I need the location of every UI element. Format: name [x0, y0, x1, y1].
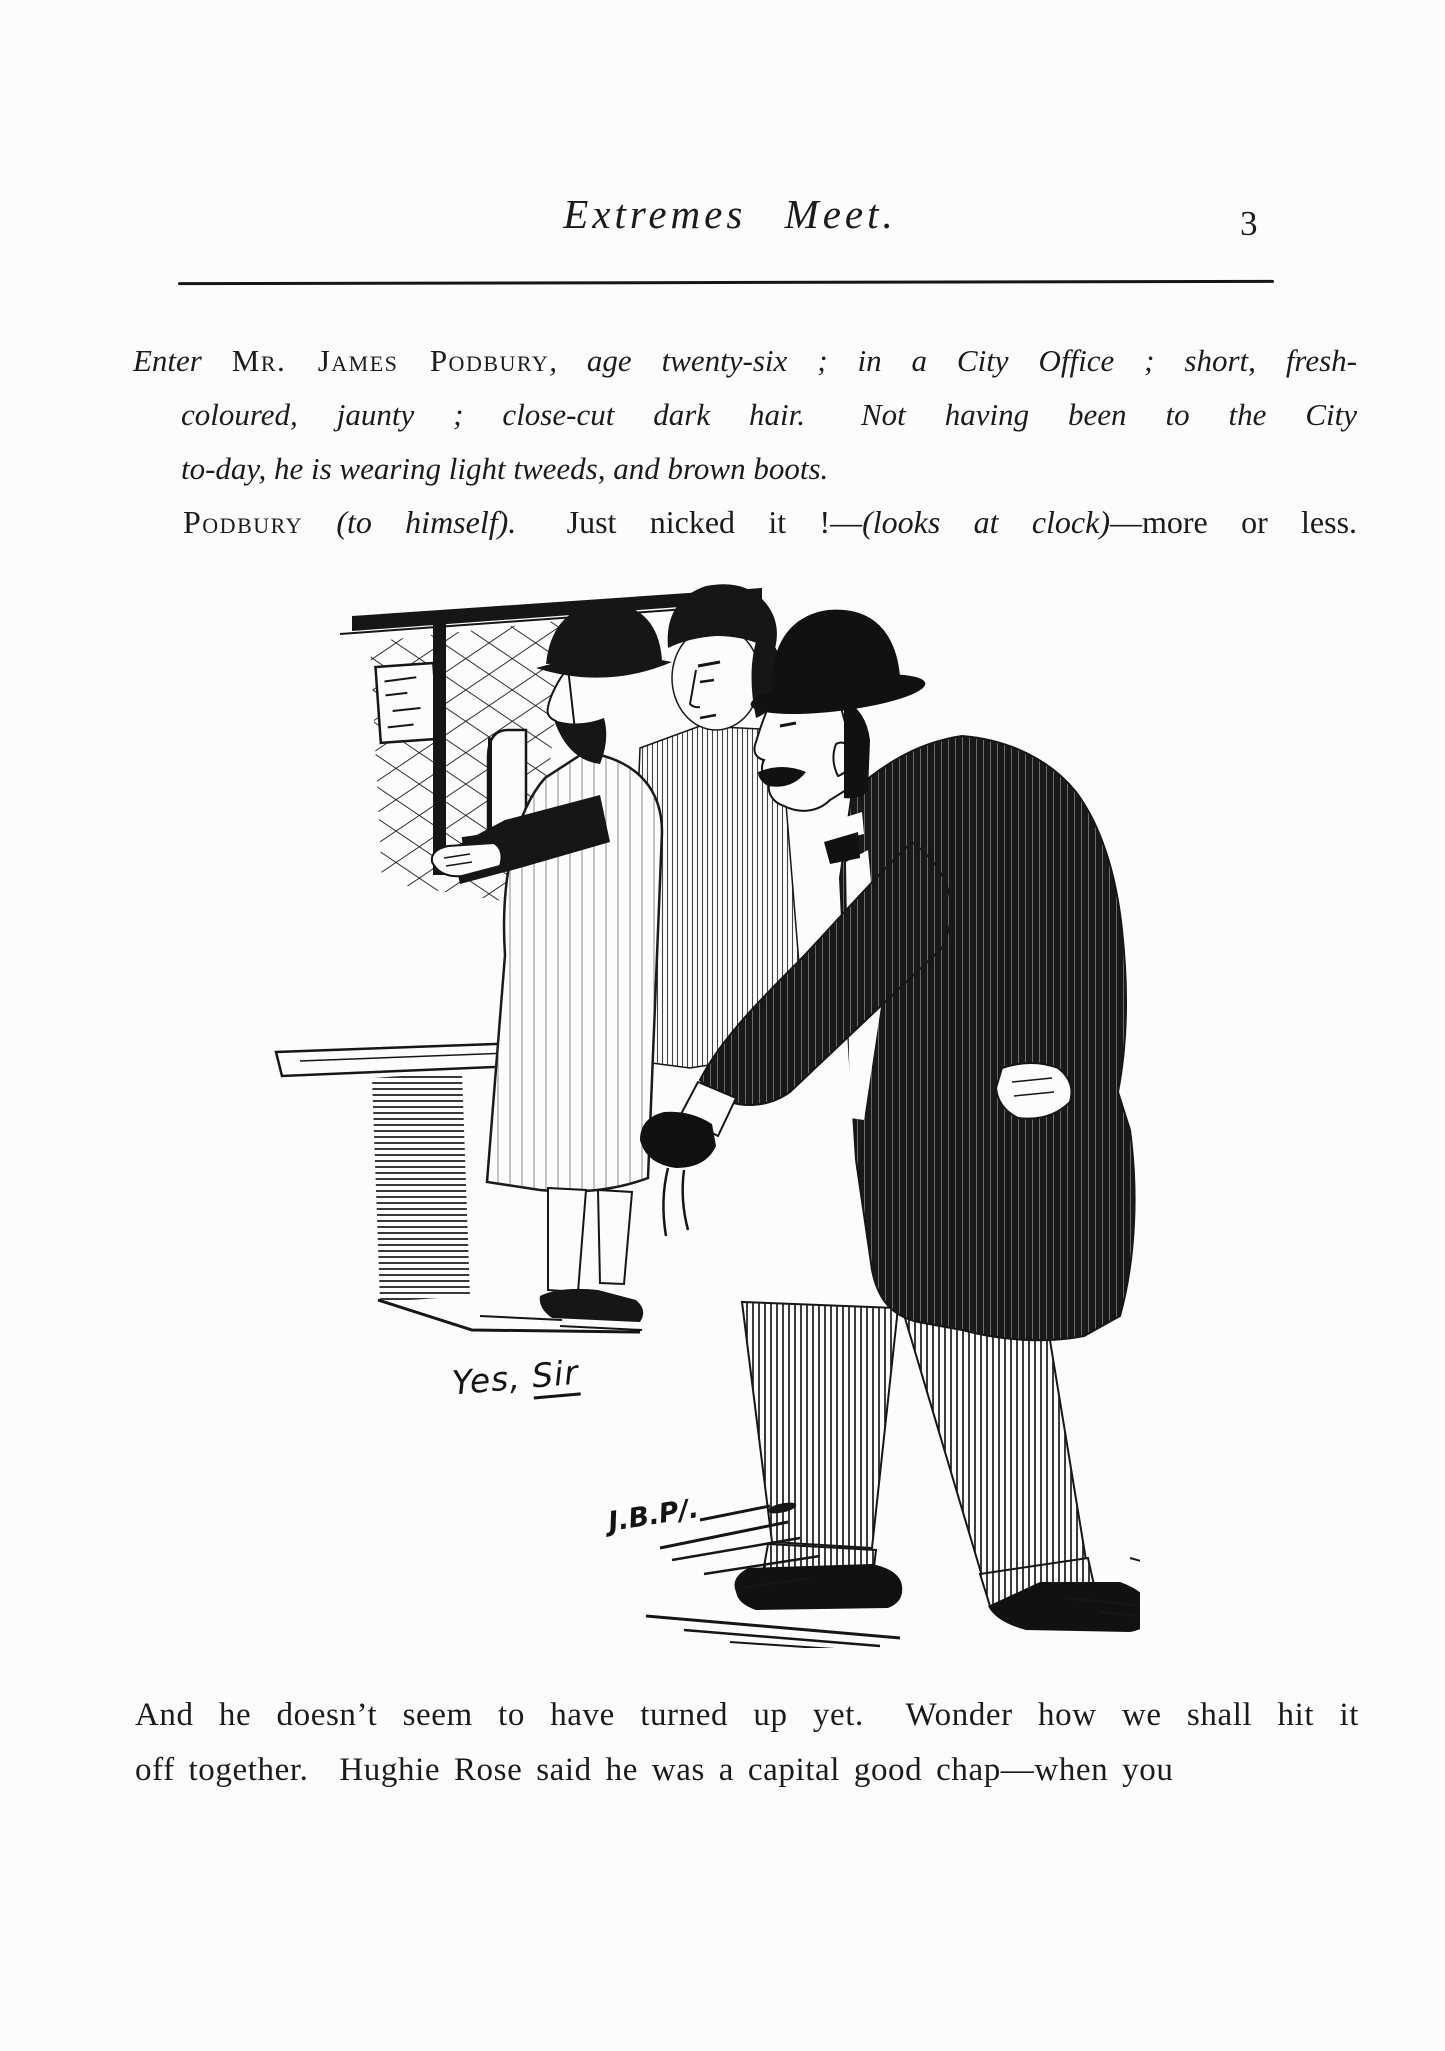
- frame-post: [433, 623, 446, 875]
- body-text: off together.: [135, 1752, 309, 1788]
- booking-office-illustration: [270, 570, 1140, 1648]
- hair: [844, 700, 870, 798]
- dialogue-aside: (to himself).: [336, 504, 517, 540]
- character-name: Mr. James Podbury: [231, 343, 550, 378]
- speaker-name: Podbury: [183, 504, 303, 540]
- caption-word-underlined: Sir: [530, 1353, 580, 1400]
- page-title: Extremes Meet.: [563, 191, 897, 237]
- dialogue-line: [183, 502, 1357, 544]
- stage-direction-text: , age twenty-six ; in a City Office ; short, fresh-: [549, 343, 1357, 378]
- gloved-hand: [640, 1112, 716, 1168]
- artist-signature: J.B.P/.: [606, 1493, 701, 1538]
- dialogue-text: Just nicked it !—: [566, 504, 863, 540]
- dialogue-action: (looks at clock): [862, 504, 1110, 540]
- shoe: [540, 1289, 643, 1322]
- stage-direction-text: coloured, jaunty ; close-cut dark hair.: [181, 397, 806, 432]
- body-paragraph-line-2: [135, 1749, 1359, 1792]
- counter-front: [372, 1072, 470, 1302]
- header-rule: [178, 280, 1274, 285]
- dark-jacket: [840, 736, 1135, 1340]
- body-paragraph-line-1: [135, 1694, 1359, 1737]
- hand-in-pocket: [996, 1063, 1072, 1119]
- stage-direction-text: Not having been to the City: [860, 397, 1358, 432]
- body-text: And he doesn’t seem to have turned up yet.: [135, 1697, 864, 1733]
- body-text: Wonder how we shall hit it: [905, 1697, 1359, 1733]
- shoe: [735, 1564, 903, 1610]
- caption-word: Yes,: [450, 1357, 523, 1403]
- stage-direction-line-1: [133, 341, 1357, 381]
- notice-sign: [375, 663, 438, 743]
- dialogue-text: —more or less.: [1110, 504, 1358, 540]
- stage-direction-line-2: [181, 395, 1357, 435]
- stage-direction-text: to-day, he is wearing light tweeds, and brown boots.: [181, 451, 829, 486]
- stage-direction-line-3: [181, 449, 1357, 489]
- stage-direction-enter: Enter: [133, 343, 202, 378]
- page-number: 3: [1240, 204, 1258, 243]
- body-text: Hughie Rose said he was a capital good chap—when you: [339, 1752, 1174, 1788]
